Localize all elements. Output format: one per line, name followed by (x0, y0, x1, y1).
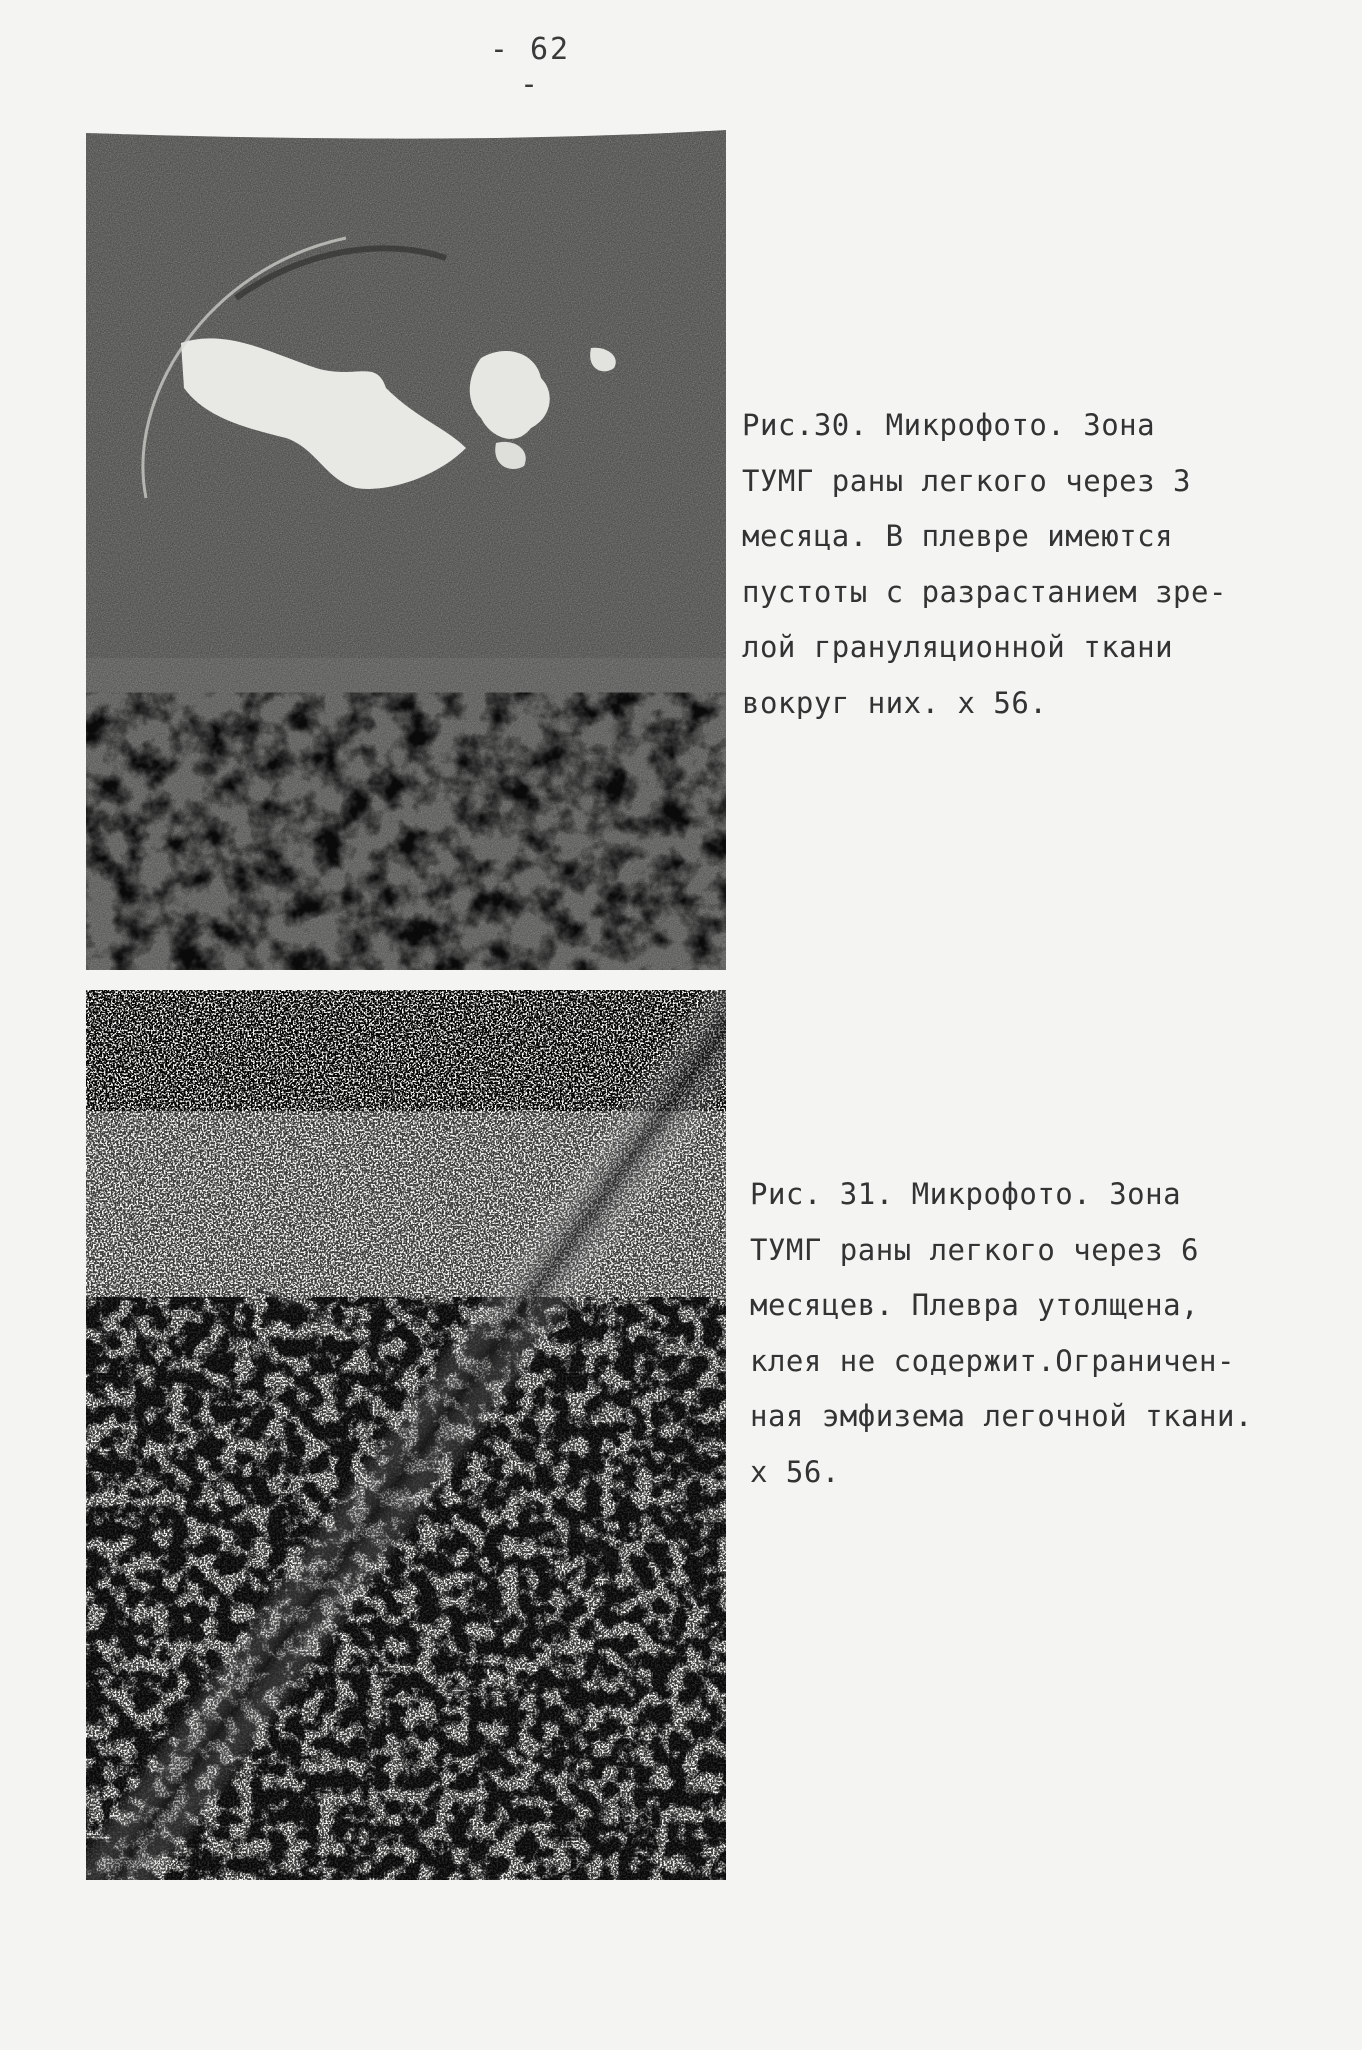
figure-31-caption (750, 1167, 1253, 1500)
figure-30-caption (742, 398, 1227, 731)
caption-line: ТУМГ раны легкого через 6 (750, 1232, 1199, 1267)
caption-line: месяца. В плевре имеются (742, 519, 1174, 553)
caption-line: ТУМГ раны легкого через 3 (742, 463, 1191, 498)
micrograph-31-image (86, 990, 726, 1880)
caption-line: х 56. (750, 1454, 840, 1489)
caption-line: ная эмфизема легочной ткани. (750, 1399, 1253, 1433)
caption-line: вокруг них. х 56. (742, 685, 1048, 720)
caption-line: Рис. 31. Микрофото. Зона (750, 1177, 1182, 1211)
micrograph-30-image (86, 118, 726, 970)
micrograph-figure-30 (86, 118, 726, 970)
caption-line: пустоты с разрастанием зре- (742, 574, 1227, 609)
caption-line: месяцев. Плевра утолщена, (750, 1288, 1199, 1322)
caption-line: лой грануляционной ткани (742, 630, 1174, 664)
caption-line: клея не содержит.Ограничен- (750, 1343, 1235, 1378)
caption-line: Рис.30. Микрофото. Зона (742, 408, 1156, 442)
page-number: - 62 - (489, 32, 571, 102)
micrograph-figure-31 (86, 990, 726, 1880)
